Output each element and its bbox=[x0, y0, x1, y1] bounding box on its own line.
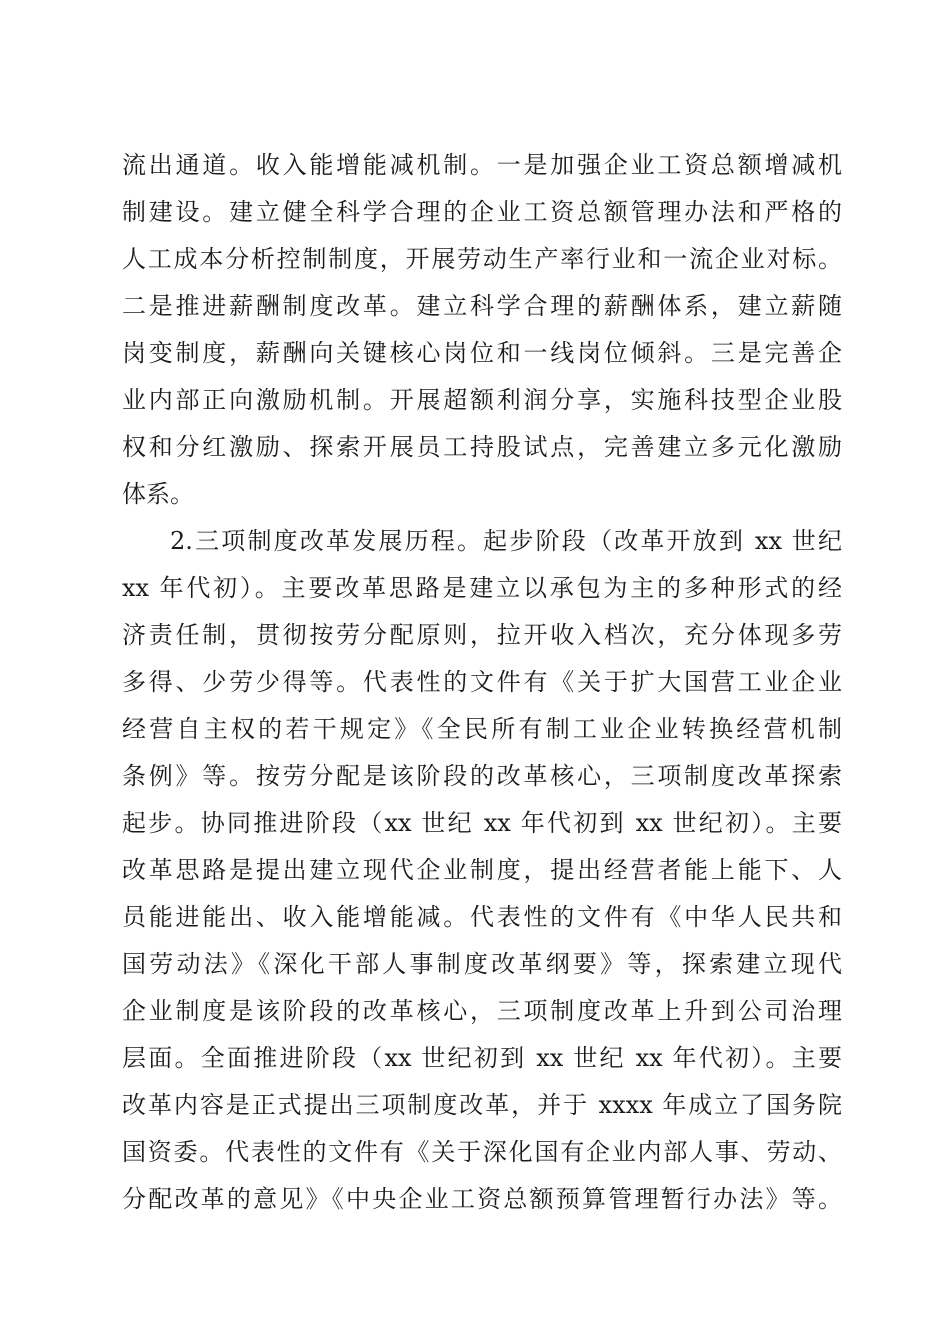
text-line: 条例》等。按劳分配是该阶段的改革核心，三项制度改革探索 bbox=[122, 762, 842, 790]
text-line: 流出通道。收入能增能减机制。一是加强企业工资总额增减机 bbox=[122, 151, 842, 179]
text-line: 二是推进薪酬制度改革。建立科学合理的薪酬体系，建立薪随 bbox=[122, 292, 842, 320]
body-text bbox=[122, 142, 842, 1223]
text-line: 岗变制度，薪酬向关键核心岗位和一线岗位倾斜。三是完善企 bbox=[122, 339, 842, 367]
text-line: 改革内容是正式提出三项制度改革，并于 xxxx 年成立了国务院 bbox=[122, 1091, 842, 1119]
text-line: 改革思路是提出建立现代企业制度，提出经营者能上能下、人 bbox=[122, 856, 842, 884]
text-line: xx 年代初）。主要改革思路是建立以承包为主的多种形式的经 bbox=[122, 574, 842, 602]
text-line: 起步。协同推进阶段（xx 世纪 xx 年代初到 xx 世纪初）。主要 bbox=[122, 809, 842, 837]
text-line: 济责任制，贯彻按劳分配原则，拉开收入档次，充分体现多劳 bbox=[122, 621, 842, 649]
text-line: 国资委。代表性的文件有《关于深化国有企业内部人事、劳动、 bbox=[122, 1138, 842, 1166]
text-line: 多得、少劳少得等。代表性的文件有《关于扩大国营工业企业 bbox=[122, 668, 842, 696]
text-line: 层面。全面推进阶段（xx 世纪初到 xx 世纪 xx 年代初）。主要 bbox=[122, 1044, 842, 1072]
text-line: 业内部正向激励机制。开展超额利润分享，实施科技型企业股 bbox=[122, 386, 842, 414]
text-line: 分配改革的意见》《中央企业工资总额预算管理暂行办法》等。 bbox=[122, 1185, 842, 1213]
text-line: 人工成本分析控制制度，开展劳动生产率行业和一流企业对标。 bbox=[122, 245, 842, 273]
paragraph-income-mechanism bbox=[122, 142, 842, 518]
text-line: 企业制度是该阶段的改革核心，三项制度改革上升到公司治理 bbox=[122, 997, 842, 1025]
text-line: 经营自主权的若干规定》《全民所有制工业企业转换经营机制 bbox=[122, 715, 842, 743]
text-line: 制建设。建立健全科学合理的企业工资总额管理办法和严格的 bbox=[122, 198, 842, 226]
paragraph-reform-history bbox=[122, 518, 842, 1223]
text-line: 员能进能出、收入能增能减。代表性的文件有《中华人民共和 bbox=[122, 903, 842, 931]
text-line: 国劳动法》《深化干部人事制度改革纲要》等，探索建立现代 bbox=[122, 950, 842, 978]
text-line: 权和分红激励、探索开展员工持股试点，完善建立多元化激励 bbox=[122, 433, 842, 461]
text-line: 2.三项制度改革发展历程。起步阶段（改革开放到 xx 世纪 bbox=[170, 527, 842, 555]
text-line: 体系。 bbox=[122, 480, 194, 508]
